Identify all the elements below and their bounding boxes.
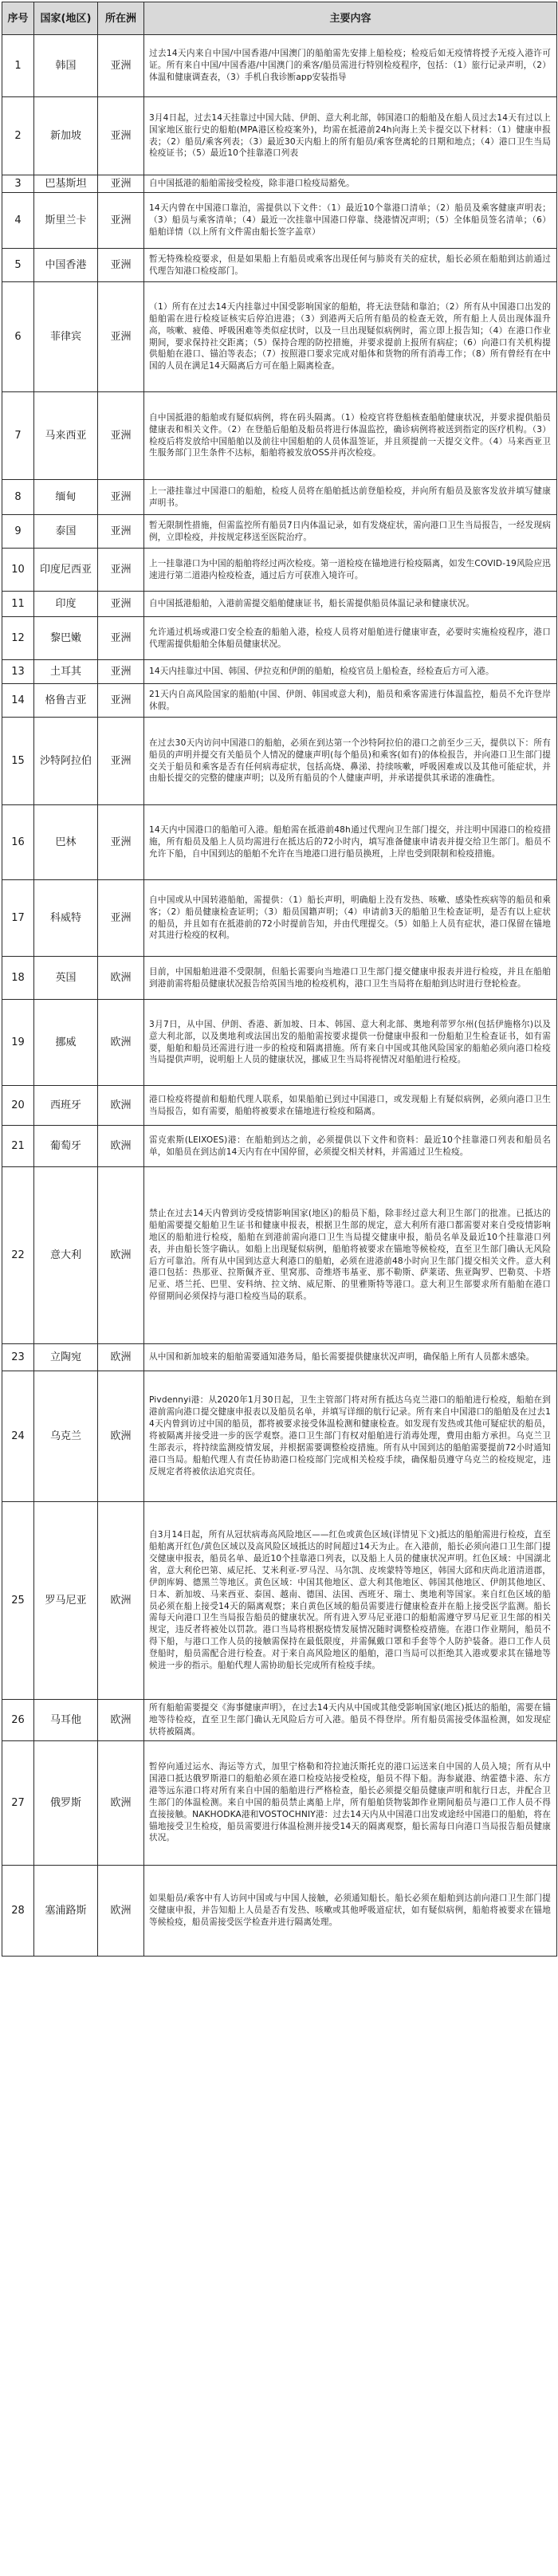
row-continent: 欧洲 xyxy=(98,1502,144,1700)
row-continent: 欧洲 xyxy=(98,1700,144,1741)
row-continent: 欧洲 xyxy=(98,1344,144,1371)
row-content: 自中国抵港的船舶需接受检疫，除非港口检疫局豁免。 xyxy=(144,175,557,193)
table-row xyxy=(2,97,557,175)
row-content: 14天内挂靠过中国、韩国、伊拉克和伊朗的船舶，检疫官员上船检查，经检查后方可入港。 xyxy=(144,660,557,684)
row-content: 自中国抵港船舶，入港前需提交船舶健康证书，船长需提供船员体温记录和健康状况。 xyxy=(144,592,557,617)
row-number: 10 xyxy=(2,549,34,592)
row-continent: 欧洲 xyxy=(98,1000,144,1086)
row-number: 11 xyxy=(2,592,34,617)
row-content: 3月4日起，过去14天挂靠过中国大陆、伊朗、意大利北部，韩国港口的船舶及在船人员过去14天有过以上国家地区旅行史的船舶(MPA港区检疫案外)，均需在抵港前24h向海上关卡提交以下材料：（1）健康申报表；（2）船员/乘客列表；（3）最近30天内船上的所有船员/乘客登离轮的日期和地点；（4）港口卫生当局检疫证书；（5）最近10个挂靠港口列表 xyxy=(144,97,557,175)
row-number: 26 xyxy=(2,1700,34,1741)
row-number: 24 xyxy=(2,1371,34,1502)
row-continent: 亚洲 xyxy=(98,35,144,97)
header-country: 国家(地区) xyxy=(34,2,98,35)
header-row xyxy=(2,2,557,35)
row-number: 12 xyxy=(2,617,34,660)
row-content: 在过去30天内访问中国港口的船舶，必须在到达第一个沙特阿拉伯的港口之前至少三天，提供以下：所有船员的声明并提交有关船员个人情况的健康声明(每个船员)和乘客(如有)的体检报告，并向港口卫生部门提交关于船员和乘客是否有任何病毒症状，包括高烧、鼻涕、持续咳嗽，呼吸困难或以及其他可能症状，并由船长提交的完整的健康声明；以及所有船员的个人健康声明，并承诺提供其承诺的准确性。 xyxy=(144,718,557,805)
row-country: 马耳他 xyxy=(34,1700,98,1741)
row-continent: 欧洲 xyxy=(98,957,144,1000)
row-country: 菲律宾 xyxy=(34,282,98,392)
table-row xyxy=(2,1167,557,1344)
row-country: 葡萄牙 xyxy=(34,1126,98,1167)
row-number: 4 xyxy=(2,193,34,249)
row-number: 19 xyxy=(2,1000,34,1086)
row-content: 暂无特殊检疫要求，但是如果船上有船员或乘客出现任何与肺炎有关的症状，船长必须在船舶到达前通过代理告知港口检疫部门。 xyxy=(144,249,557,282)
row-number: 16 xyxy=(2,805,34,880)
row-continent: 欧洲 xyxy=(98,1740,144,1865)
row-content: 21天内自高风险国家的船舶(中国、伊朗、韩国或意大利)，船员和乘客需进行体温监控，船员不允许登岸休假。 xyxy=(144,684,557,718)
row-continent: 亚洲 xyxy=(98,175,144,193)
row-content: 暂停向通过运水、海运等方式，加里宁格勒和符拉迪沃斯托克的港口运送来自中国的人员入境；所有从中国港口抵达俄罗斯港口的船舶必须在港口检疫站接受检疫，船员不得下船。海参崴港、纳霍德卡港、东方港等远东港口将对所有来自中国的船舶进行严格检查，船长必须提交船员健康声明和航行日志，并配合卫生部门的体温检测。来自中国的船员禁止离船上岸，所有船舶货物装卸作业期间船员与港口工作人员不得直接接触。NAKHODKA港和VOSTOCHNIY港：过去14天内从中国港口出发或途经中国港口的船舶，将在锚地接受卫生检疫，船员需要进行体温检测并接受14天的隔离观察，船长需每日向港口当局报告船员健康状况。 xyxy=(144,1740,557,1865)
header-content: 主要内容 xyxy=(144,2,557,35)
row-country: 中国香港 xyxy=(34,249,98,282)
table-row xyxy=(2,1700,557,1741)
table-row xyxy=(2,35,557,97)
row-continent: 亚洲 xyxy=(98,617,144,660)
row-content: 禁止在过去14天内曾到访受疫情影响国家(地区)的船员下船，除非经过意大利卫生部门的批准。已抵达的船舶需要提交船舶卫生证书和健康申报表，根据卫生部的规定，意大利所有港口都需要对来自受疫情影响地区的船舶进行检疫，船舶在到港前需向港口卫生当局提交健康申报，船员名单及最近10个挂靠港口列表，并由船长签字确认。如船上出现疑似病例，船舶将被要求在锚地等候检疫，直至卫生部门确认无风险后方可靠泊。所有从中国到达意大利港口的船舶，必须在进港前48小时向卫生部门提交相关文件。意大利港口包括：热那亚、拉斯佩齐亚、里窝那、奇维塔韦基亚、那不勒斯、萨莱诺、焦亚陶罗、巴勒莫、卡塔尼亚、塔兰托、巴里、安科纳、拉文纳、威尼斯、的里雅斯特等港口。意大利卫生部要求所有船舶在港口停留期间必须保持与港口检疫当局的联系。 xyxy=(144,1167,557,1344)
table-row xyxy=(2,392,557,480)
table-row xyxy=(2,193,557,249)
table-row xyxy=(2,1344,557,1371)
header-continent: 所在洲 xyxy=(98,2,144,35)
row-number: 8 xyxy=(2,480,34,515)
row-number: 14 xyxy=(2,684,34,718)
table-row xyxy=(2,1502,557,1700)
table-row xyxy=(2,805,557,880)
row-number: 2 xyxy=(2,97,34,175)
row-country: 科威特 xyxy=(34,880,98,957)
row-content: 港口检疫将提前和船舶代理人联系，如果船舶已到过中国港口，或发现船上有疑似病例，必须向港口卫生当局报告，如有需要，船舶将被要求在锚地进行检疫和隔离。 xyxy=(144,1086,557,1126)
table-row xyxy=(2,282,557,392)
row-continent: 亚洲 xyxy=(98,592,144,617)
row-number: 6 xyxy=(2,282,34,392)
row-content: （1）所有在过去14天内挂靠过中国受影响国家的船舶，将无法登陆和靠泊；（2）所有从中国港口出发的船舶需在进行检疫证核实后停泊进港；（3）到港两天后所有船员的检查无效，所有船上人员出现体温升高，咳嗽、疲倦、呼吸困难等类似症状时，以及一旦出现疑似病例时，需立即上报告知；（4）在港口作业期间，要求保持社交距离；（5）保持合理的防控措施，并要求提前上报所有病症；（6）向港口有关机构提供船舶在港口、锚泊等表态；（7）按照港口要求完成对船体和货物的所有消毒工作；（8）所有曾经有在中国的人员在满足14天隔离后方可在船上隔离检查。 xyxy=(144,282,557,392)
table-row xyxy=(2,1126,557,1167)
row-continent: 亚洲 xyxy=(98,282,144,392)
table-row xyxy=(2,515,557,549)
row-number: 20 xyxy=(2,1086,34,1126)
table-header xyxy=(2,2,557,35)
row-continent: 欧洲 xyxy=(98,1126,144,1167)
table-row xyxy=(2,880,557,957)
table-row xyxy=(2,1086,557,1126)
row-content: 雷克索斯(LEIXOES)港：在船舶到达之前，必须提供以下文件和资料：最近10个挂靠港口列表和船员名单，如船员在到达前14天内有在中国停留，必须提交相关材料，并需通过卫生检疫。 xyxy=(144,1126,557,1167)
table-row xyxy=(2,480,557,515)
table-row xyxy=(2,249,557,282)
row-country: 挪威 xyxy=(34,1000,98,1086)
row-content: 自中国或从中国转港船舶，需提供：（1）船长声明，明确船上没有发热、咳嗽、感染性疾病等的船员和乘客；（2）船员健康检查证明；（3）船员国籍声明；（4）申请前3天的船舶卫生检查证明，是否有以上症状的船员，并且如有在抵港前的72小时提前告知，并由代理提交。（5）如船上人员有症状，港口保留在锚地对其进行检疫的权利。 xyxy=(144,880,557,957)
measures-table-wrapper xyxy=(2,2,556,1957)
row-continent: 亚洲 xyxy=(98,718,144,805)
row-country: 沙特阿拉伯 xyxy=(34,718,98,805)
row-content: 目前，中国船舶进港不受限制，但船长需要向当地港口卫生部门提交健康申报表并进行检疫，并且在船舶到港前需将船员健康状况报告给英国当地的检疫机构，港口卫生当局将在船舶到达时进行登轮检查。 xyxy=(144,957,557,1000)
row-continent: 亚洲 xyxy=(98,480,144,515)
table-row xyxy=(2,1865,557,1956)
row-content: 自中国抵港的船舶或有疑似病例，将在码头隔离。（1）检疫官将登船核查船舶健康状况，并要求提供船员健康表和相关文件。（2）在登船后船舶及船员将进行体温监控，确诊病例将被送到指定的医疗机构。（3）检疫后将发放给中国船舶以及前往中国船舶的人员体温签证，并且须提前一天提交文件。（4）马来西亚卫生服务部门卫生条件不达标，船舶将被发放OSS并再次检疫。 xyxy=(144,392,557,480)
row-content: 如果船员/乘客中有人访问中国或与中国人接触，必须通知船长。船长必须在船舶到达前向港口卫生部门提交健康申报，并告知船上人员是否有发热、咳嗽或其他呼吸道症状，如有疑似病例，船舶将被要求在锚地等候检疫，船员需接受医学检查并进行隔离处理。 xyxy=(144,1865,557,1956)
row-country: 新加坡 xyxy=(34,97,98,175)
row-continent: 亚洲 xyxy=(98,249,144,282)
row-number: 1 xyxy=(2,35,34,97)
table-row xyxy=(2,592,557,617)
row-content: 14天内中国港口的船舶可入港。船舶需在抵港前48h通过代理向卫生部门提交，并注明中国港口的检疫措施，所有船员及船上人员均需进行在抵达后的72小时内，填写准备健康申请表并提交给卫生部门。船员不允许下船，自中国到达的船舶不允许在当地港口进行船员换班，上岸也受到限制和检疫措施。 xyxy=(144,805,557,880)
table-row xyxy=(2,718,557,805)
table-row xyxy=(2,175,557,193)
port-measures-table xyxy=(2,2,557,1957)
row-country: 意大利 xyxy=(34,1167,98,1344)
row-number: 9 xyxy=(2,515,34,549)
row-content: 14天内曾在中国港口靠泊，需提供以下文件：（1）最近10个靠港口清单；（2）船员及乘客健康声明表；（3）船员与乘客清单；（4）最近一次挂靠中国港口停靠、绕港情况声明；（5）全体船员签名清单；（6）船舶详情（以上所有文件需由船长签字盖章） xyxy=(144,193,557,249)
row-continent: 欧洲 xyxy=(98,1086,144,1126)
row-number: 3 xyxy=(2,175,34,193)
row-content: 从中国和新加坡来的船舶需要通知港务局，船长需要提供健康状况声明，确保船上所有人员都未感染。 xyxy=(144,1344,557,1371)
row-country: 韩国 xyxy=(34,35,98,97)
row-country: 印度尼西亚 xyxy=(34,549,98,592)
row-number: 23 xyxy=(2,1344,34,1371)
row-country: 塞浦路斯 xyxy=(34,1865,98,1956)
row-number: 22 xyxy=(2,1167,34,1344)
row-number: 25 xyxy=(2,1502,34,1700)
row-continent: 亚洲 xyxy=(98,660,144,684)
row-country: 斯里兰卡 xyxy=(34,193,98,249)
header-no: 序号 xyxy=(2,2,34,35)
table-row xyxy=(2,957,557,1000)
row-continent: 亚洲 xyxy=(98,880,144,957)
row-continent: 欧洲 xyxy=(98,1865,144,1956)
row-country: 立陶宛 xyxy=(34,1344,98,1371)
row-number: 13 xyxy=(2,660,34,684)
table-row xyxy=(2,1740,557,1865)
row-number: 21 xyxy=(2,1126,34,1167)
row-content: 所有船舶需要提交《海事健康声明》，在过去14天内从中国或其他受影响国家(地区)抵达的船舶，需要在锚地等待检疫，直至卫生部门确认无风险后方可入港。船员不得登岸。所有船员需接受体温检测，如发现症状将被隔离。 xyxy=(144,1700,557,1741)
row-number: 18 xyxy=(2,957,34,1000)
row-number: 15 xyxy=(2,718,34,805)
row-continent: 亚洲 xyxy=(98,805,144,880)
row-continent: 欧洲 xyxy=(98,1167,144,1344)
row-country: 西班牙 xyxy=(34,1086,98,1126)
row-content: 暂无限制性措施，但需监控所有船员7日内体温记录，如有发烧症状，需向港口卫生当局报告，一经发现病例，立即检疫，并按规定移送至医院治疗。 xyxy=(144,515,557,549)
row-country: 马来西亚 xyxy=(34,392,98,480)
row-content: Pivdennyi港：从2020年1月30日起，卫生主管部门将对所有抵达乌克兰港口的船舶进行检疫，船舶在到港前需向港口提交健康申报表以及船员名单，并填写详细的航行记录。所有来自中国港口的船舶及在过去14天内曾到访过中国的船员，都将被要求接受体温检测和健康检查。如发现有发热或其他可疑症状的船员，将被隔离并接受进一步的医学观察。港口卫生部门有权对船舶进行消毒处理，费用由船方承担。乌克兰卫生部表示，将持续监测疫情发展，并根据需要调整检疫措施。所有从中国到达的船舶需要提前72小时通知港口当局。船舶代理人有责任协助港口检疫部门完成相关检疫手续，确保船员遵守乌克兰的检疫规定，违反规定者将被依法追究责任。 xyxy=(144,1371,557,1502)
row-continent: 亚洲 xyxy=(98,193,144,249)
row-content: 3月7日，从中国、伊朗、香港、新加坡、日本、韩国、意大利北部、奥地利蒂罗尔州(包括伊施格尔)以及意大利北部，以及奥地利或法国出发的船舶需按要求提供一份健康申报和一份船舶卫生检查证书，如有需要，船舶和船员还需进行进一步的检疫和隔离措施。所有来自中国或其他风险国家的船舶必须向港口检疫当局提供声明，说明船上人员的健康状况，挪威卫生当局将视情况对船舶进行检疫。 xyxy=(144,1000,557,1086)
row-country: 泰国 xyxy=(34,515,98,549)
row-number: 7 xyxy=(2,392,34,480)
row-continent: 亚洲 xyxy=(98,515,144,549)
row-continent: 欧洲 xyxy=(98,1371,144,1502)
row-continent: 亚洲 xyxy=(98,392,144,480)
table-row xyxy=(2,1371,557,1502)
row-country: 印度 xyxy=(34,592,98,617)
row-country: 乌克兰 xyxy=(34,1371,98,1502)
row-content: 过去14天内来自中国/中国香港/中国澳门的船舶需先安排上船检疫；检疫后如无疫情将授予无疫入港许可证。所有来自中国/中国香港/中国澳门的乘客/船员需进行特别检疫程序，包括：（1）旅行记录声明，（2）体温和健康调查表，（3）手机自我诊断app安装指导 xyxy=(144,35,557,97)
row-content: 允许通过机场或港口安全检查的船舶入港，检疫人员将对船舶进行健康审查，必要时实施检疫程序，港口代理需提供船舶全体船员健康状况。 xyxy=(144,617,557,660)
row-number: 27 xyxy=(2,1740,34,1865)
row-number: 28 xyxy=(2,1865,34,1956)
row-content: 自3月14日起，所有从冠状病毒高风险地区——红色或黄色区域(详情见下文)抵达的船舶需进行检疫，直至船舶离开红色/黄色区域以及高风险区域抵达的时间超过14天为止。在入港前，船长必须向港口卫生部门提交健康申报表，船员名单、最近10个挂靠港口列表，以及船上人员的健康状况声明。红色区域：中国湖北省，意大利伦巴第、威尼托、艾米利亚-罗马涅、马尔凯、皮埃蒙特等地区，韩国大邱和庆尚北道清道郡，伊朗库姆、德黑兰等地区。黄色区域：中国其他地区、意大利其他地区、韩国其他地区、伊朗其他地区、日本、新加坡、马来西亚、泰国、越南、德国、法国、西班牙、瑞士、奥地利等国家。来自红色区域的船员必须在船上接受14天的隔离观察；来自黄色区域的船员需要进行健康检查并在船上接受医学监测。船长需每天向港口卫生当局报告船员的健康状况。所有进入罗马尼亚港口的船舶需遵守罗马尼亚卫生部的相关规定，违反者将被处以罚款。港口当局将根据疫情发展情况随时调整检疫措施。在港口作业期间，船员不得下船，与港口工作人员的接触需保持在最低限度，并需佩戴口罩和手套等个人防护装备。港口工作人员登船时，船员需配合进行检查。对于来自高风险地区的船舶，港口当局可以拒绝其入港或要求其在锚地等候进一步的指示。船舶代理人需协助船长完成所有检疫手续。 xyxy=(144,1502,557,1700)
table-row xyxy=(2,660,557,684)
table-row xyxy=(2,684,557,718)
row-continent: 亚洲 xyxy=(98,549,144,592)
table-row xyxy=(2,1000,557,1086)
table-row xyxy=(2,549,557,592)
row-country: 格鲁吉亚 xyxy=(34,684,98,718)
row-country: 巴林 xyxy=(34,805,98,880)
row-country: 英国 xyxy=(34,957,98,1000)
row-country: 罗马尼亚 xyxy=(34,1502,98,1700)
table-row xyxy=(2,617,557,660)
row-country: 缅甸 xyxy=(34,480,98,515)
row-continent: 亚洲 xyxy=(98,97,144,175)
row-country: 黎巴嫩 xyxy=(34,617,98,660)
row-number: 5 xyxy=(2,249,34,282)
table-body xyxy=(2,35,557,1957)
row-continent: 亚洲 xyxy=(98,684,144,718)
row-number: 17 xyxy=(2,880,34,957)
row-country: 土耳其 xyxy=(34,660,98,684)
row-content: 上一挂靠港口为中国的船舶将经过两次检疫。第一道检疫在锚地进行检疫隔离，如发生COVID-19风险应迅速进行第二道港内检疫检查，通过后方可获准入境许可。 xyxy=(144,549,557,592)
row-country: 巴基斯坦 xyxy=(34,175,98,193)
row-country: 俄罗斯 xyxy=(34,1740,98,1865)
row-content: 上一港挂靠过中国港口的船舶，检疫人员将在船舶抵达前登船检疫，并向所有船员及旅客发放并填写健康声明书。 xyxy=(144,480,557,515)
